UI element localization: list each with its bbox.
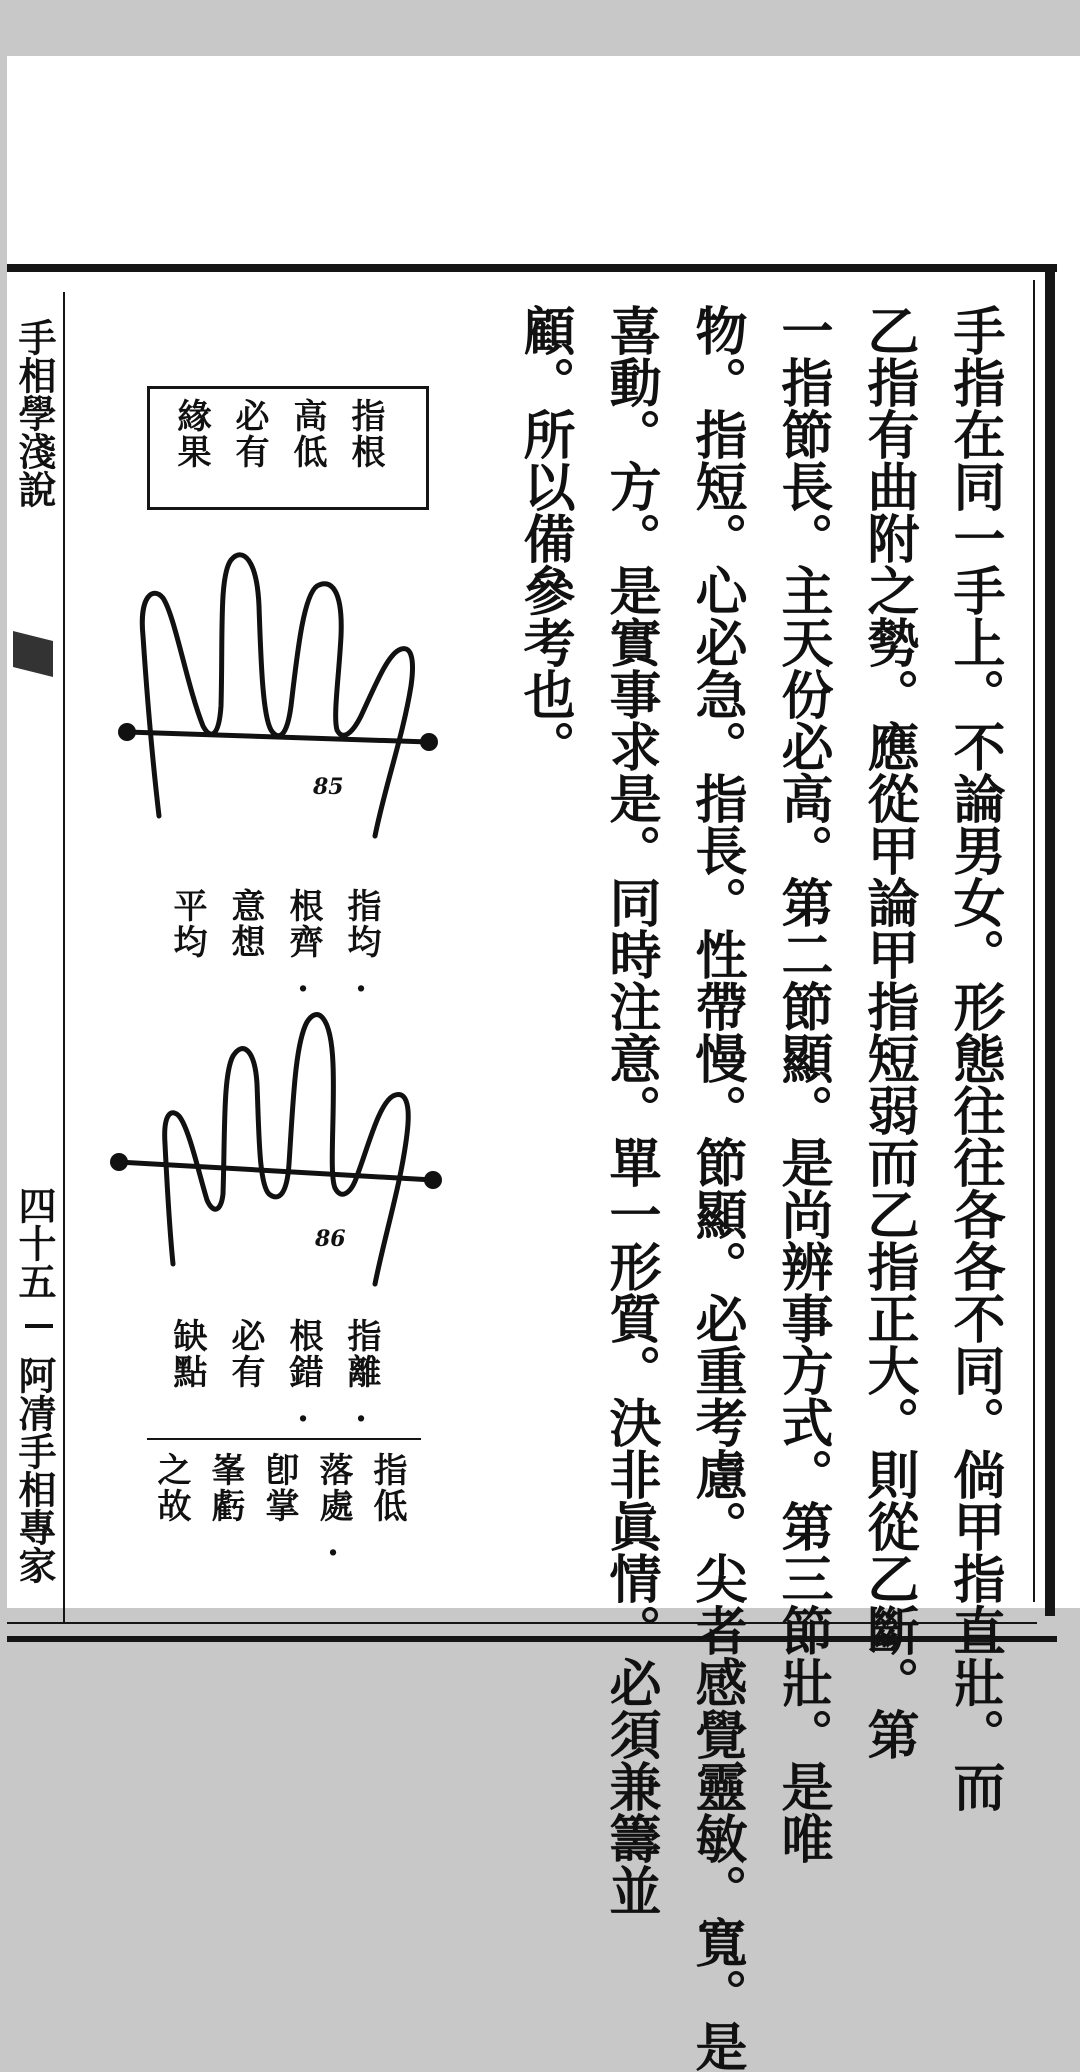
bottom-caption-line-1: 指低: [367, 1452, 407, 1524]
bottom-caption-line-3: 卽掌: [259, 1452, 299, 1524]
book-title: 手相學淺說: [12, 318, 57, 508]
body-column-3: 一指節長。主天份必高。第二節顯。是尚辨事方式。第三節壯。是唯: [772, 304, 833, 1864]
bottom-caption-line-5: 之故: [151, 1452, 191, 1524]
figure-86-caption-line-1: 指離.: [341, 1318, 381, 1432]
figure-number-86: 86: [315, 1226, 346, 1252]
body-column-2: 乙指有曲附之勢。應從甲論甲指短弱而乙指正大。則從乙斷。第: [858, 304, 919, 1760]
page-number: 四十五: [12, 1186, 57, 1300]
figure-85-caption-line-3: 意想: [225, 888, 265, 960]
top-border: [7, 264, 1057, 272]
figure-number-85: 85: [313, 774, 344, 800]
margin-dash: [25, 1324, 53, 1328]
hand-outline-figure-85: [107, 546, 457, 846]
figure-86-caption-line-4: 缺點: [167, 1318, 207, 1390]
figure-85-caption-line-2: 根齊.: [283, 888, 323, 1002]
figure-86-caption-line-2: 根錯.: [283, 1318, 323, 1432]
caption-divider: [147, 1438, 421, 1440]
printer-mark: [13, 631, 53, 677]
body-column-1: 手指在同一手上。不論男女。形態往往各各不同。倘甲指直壯。而: [944, 304, 1005, 1812]
figure-85-caption-line-1: 指均.: [341, 888, 381, 1002]
book-page: [7, 56, 1080, 2072]
figure-86-caption-line-3: 必有: [225, 1318, 265, 1390]
bottom-caption-line-4: 峯虧: [205, 1452, 245, 1524]
right-border: [1045, 264, 1055, 1616]
bottom-caption-line-2: 落處.: [313, 1452, 353, 1566]
margin-divider: [63, 292, 65, 1622]
body-column-5: 喜動。方。是實事求是。同時注意。單一形質。決非眞情。必須兼籌並: [600, 304, 661, 1916]
box-caption-line-3: 必有: [229, 398, 269, 470]
body-column-4: 物。指短。心必急。指長。性帶慢。節顯。必重考慮。尖者感覺靈敏。寬。是: [686, 304, 747, 2072]
right-inner-border: [1033, 280, 1035, 1602]
box-caption-line-2: 高低: [287, 398, 327, 470]
book-author: 阿凊手相專家: [12, 1356, 57, 1584]
box-caption-line-1: 指根: [345, 398, 385, 470]
hand-outline-figure-86: [107, 1004, 457, 1294]
body-column-6: 顧。所以備參考也。: [514, 304, 575, 772]
figure-85-caption-line-4: 平均: [167, 888, 207, 960]
box-caption-line-4: 緣果: [171, 398, 211, 470]
